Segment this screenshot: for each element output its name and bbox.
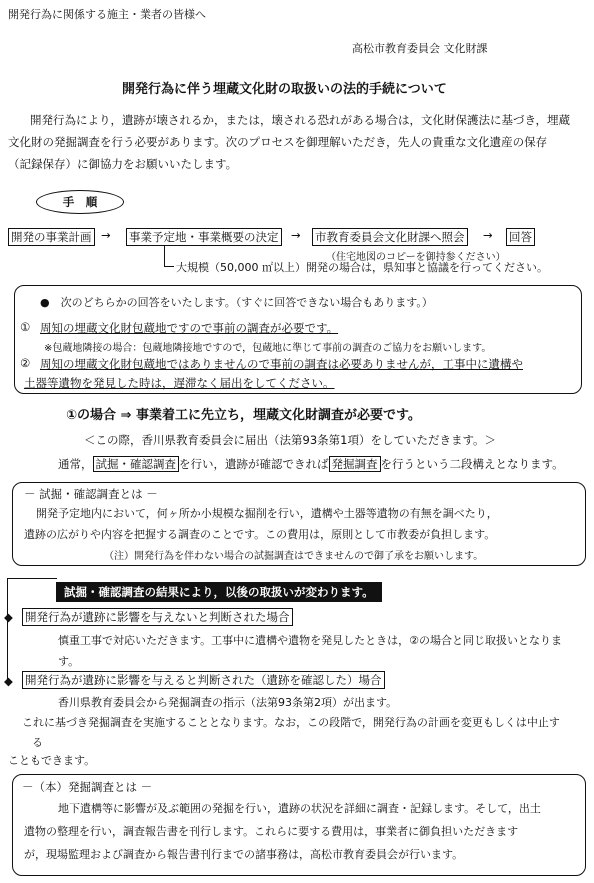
connector-line	[164, 246, 165, 266]
sender: 高松市教育委員会 文化財課	[352, 42, 488, 55]
case-no-impact-line-2: す。	[58, 655, 80, 668]
excavation-line-1: 地下遺構等に影響が及ぶ範囲の発掘を行い，遺跡の状況を詳細に調査・記録します。そして，出土	[58, 802, 541, 815]
case-no-impact-line-1: 慎重工事で対応いただきます。工事中に遺構や遺物を発見したときは，②の場合と同じ取扱いとなりま	[58, 634, 562, 647]
flow-text: 通常，	[58, 457, 93, 471]
bracket-line	[7, 578, 57, 579]
step-inquiry: 市教育委員会文化財課へ照会	[312, 228, 468, 246]
diamond-icon: ◆	[4, 610, 13, 624]
option-2-number: ②	[20, 356, 31, 370]
case-impact-label: 開発行為が遺跡に影響を与えると判断された（遺跡を確認した）場合	[22, 671, 385, 689]
case-1-flow	[58, 456, 564, 472]
flow-text: を行い，遺跡が確認できれば	[179, 457, 329, 471]
arrow-icon: →	[483, 228, 493, 242]
case-no-impact-label: 開発行為が遺跡に影響を与えないと判断された場合	[22, 608, 293, 626]
excavation-term: 発掘調査	[329, 456, 381, 472]
map-note: （住宅地図のコピーを御持参ください）	[326, 252, 506, 263]
trial-survey-title: － 試掘・確認調査とは －	[24, 487, 158, 501]
step-answer: 回答	[506, 228, 535, 246]
step-site-decision: 事業予定地・事業概要の決定	[126, 228, 282, 246]
case-1-notice: ＜この際，香川県教育委員会に届出（法第93条第1項）をしていただきます。＞	[84, 433, 497, 447]
connector-line	[164, 266, 174, 267]
case-impact-line-1: 香川県教育委員会から発掘調査の指示（法第93条第2項）が出ます。	[58, 696, 398, 709]
excavation-line-3: が，現場監理および調査から報告書刊行までの諸事務は，高松市教育委員会が行います。	[24, 848, 464, 861]
intro-line-3: （記録保存）に御協力をお願いいたします。	[8, 157, 238, 171]
page-title: 開発行為に伴う埋蔵文化財の取扱いの法的手続について	[122, 82, 447, 97]
case-impact-line-3: る	[32, 736, 43, 749]
trial-survey-line-2: 遺跡の広がりや内容を把握する調査のことです。この費用は，原則として市教委が負担します。	[24, 528, 496, 541]
case-1-heading: ①の場合 ⇒ 事業着工に先立ち，埋蔵文化財調査が必要です。	[66, 408, 421, 423]
arrow-icon: →	[101, 228, 111, 242]
step-business-plan: 開発の事業計画	[8, 228, 95, 246]
intro-line-1: 開発行為により，遺跡が壊されるか，または，壊される恐れがある場合は，文化財保護法に基づき，埋蔵	[30, 113, 571, 127]
option-1-note: ※包蔵地隣接の場合：包蔵地隣接地ですので，包蔵地に準じて事前の調査のご協力をお願いします。	[44, 343, 492, 354]
answer-lead: ● 次のどちらかの回答をいたします。（すぐに回答できない場合もあります。）	[40, 296, 433, 309]
trial-survey-note: （注）開発行為を伴わない場合の試掘調査はできませんので御了承をお願いします。	[104, 551, 484, 562]
large-scale-note: 大規模（50,000 ㎡以上）開発の場合は，県知事と協議を行ってください。	[176, 261, 548, 274]
procedure-label: 手 順	[36, 190, 124, 214]
option-1-text: 周知の埋蔵文化財包蔵地ですので事前の調査が必要です。	[40, 321, 339, 335]
case-impact-line-2: これに基づき発掘調査を実施することとなります。なお，この段階で，開発行為の計画を変更もしくは中止す	[22, 716, 560, 729]
flow-text: を行うという二段構えとなります。	[380, 457, 564, 471]
addressee: 開発行為に関係する施主・業者の皆様へ	[8, 8, 206, 21]
case-impact-line-4: こともできます。	[8, 754, 96, 767]
trial-survey-term: 試掘・確認調査	[93, 456, 180, 472]
diamond-icon: ◆	[4, 674, 13, 688]
option-2-line-2: 土器等遺物を発見した時は，遅滞なく届出をしてください。	[24, 376, 335, 390]
intro-line-2: 文化財の発掘調査を行う必要があります。次のプロセスを御理解いただき，先人の貴重な文化遺産の保存	[8, 135, 548, 149]
excavation-title: －（本）発掘調査とは －	[22, 780, 153, 794]
option-1-number: ①	[20, 320, 31, 334]
arrow-icon: →	[291, 228, 301, 242]
option-2-line-1: 周知の埋蔵文化財包蔵地ではありませんので事前の調査は必要ありませんが，工事中に遺構や	[40, 357, 523, 371]
bracket-line	[7, 578, 8, 682]
result-banner: 試掘・確認調査の結果により，以後の取扱いが変わります。	[56, 582, 382, 602]
trial-survey-line-1: 開発予定地内において，何ヶ所か小規模な掘削を行い，遺構や土器等遺物の有無を調べたり，	[36, 507, 498, 520]
excavation-line-2: 遺物の整理を行い，調査報告書を刊行します。これらに要する費用は，事業者に御負担いただきます	[24, 825, 519, 838]
